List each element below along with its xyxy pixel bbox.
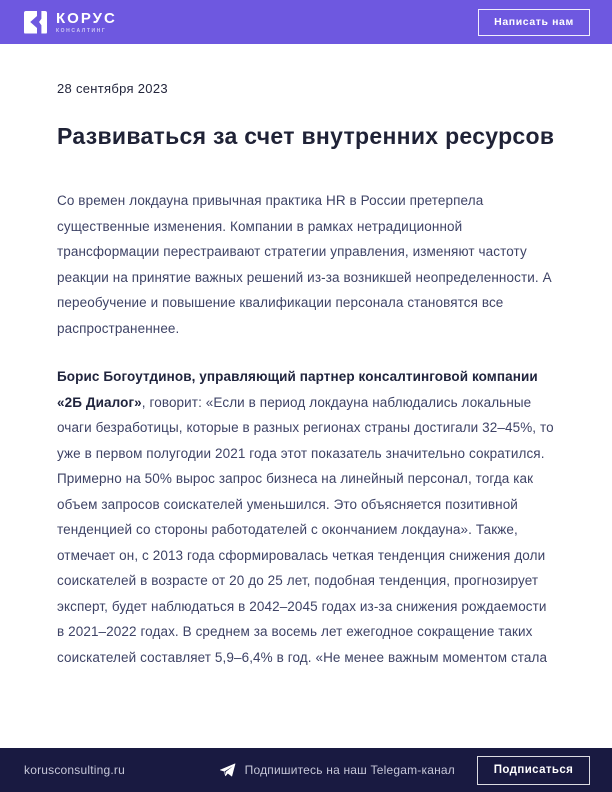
expert-name-bold: Борис Богоутдинов, управляющий партнер консалтинговой компании «2Б Диалог» bbox=[57, 369, 538, 410]
logo-title: КОРУС bbox=[56, 9, 117, 27]
telegram-promo-label: Подпишитесь на наш Telegam-канал bbox=[244, 763, 455, 777]
article-title: Развиваться за счет внутренних ресурсов bbox=[57, 123, 555, 149]
expert-quote-text: , говорит: «Если в период локдауна наблюдались локальные очаги безработицы, которые в разных регионах страны достигали 32–45%, то уже в первом полугодии 2021 года этот показатель значительно сократился. Примерно на 50% вырос запрос бизнеса на линейный персонал, тогда как объем запросов соискателей уменьшился. Это объясняется позитивной тенденцией со стороны работодателей с окончанием локдауна». Также, отмечает он, с 2013 года сформировалась четкая тенденция снижения доли соискателей в возрасте от 20 до 25 лет, подобная тенденция, прогнозирует эксперт, будет наблюдаться в 2042–2045 годах из-за снижения рождаемости в 2021–2022 годах. В среднем за восемь лет ежегодное сокращение таких соискателей составляет 5,9–6,4% в год. «Не менее важным моментом стала bbox=[57, 394, 554, 665]
telegram-plane-icon bbox=[219, 762, 236, 779]
article-content bbox=[57, 44, 555, 670]
korus-logo-icon bbox=[24, 11, 47, 34]
publish-date: 28 сентября 2023 bbox=[57, 81, 168, 96]
footer bbox=[0, 748, 612, 792]
header bbox=[0, 0, 612, 44]
telegram-promo bbox=[219, 762, 455, 779]
contact-us-button[interactable]: Написать нам bbox=[478, 9, 590, 36]
paragraph-expert-quote bbox=[57, 364, 555, 670]
logo-subtitle: КОНСАЛТИНГ bbox=[56, 27, 107, 34]
korus-logo[interactable] bbox=[24, 11, 117, 34]
paragraph-intro: Со времен локдауна привычная практика HR в России претерпела существенные изменения. Компании в рамках нетрадиционной трансформации перестраивают стратегии управления, изменяют частоту реакции на принятие важных решений из-за возникшей неопределенности. А переобучение и повышение квалификации персонала становятся все распространеннее. bbox=[57, 193, 552, 336]
subscribe-button[interactable]: Подписаться bbox=[477, 756, 590, 785]
site-link[interactable]: korusconsulting.ru bbox=[24, 763, 125, 777]
